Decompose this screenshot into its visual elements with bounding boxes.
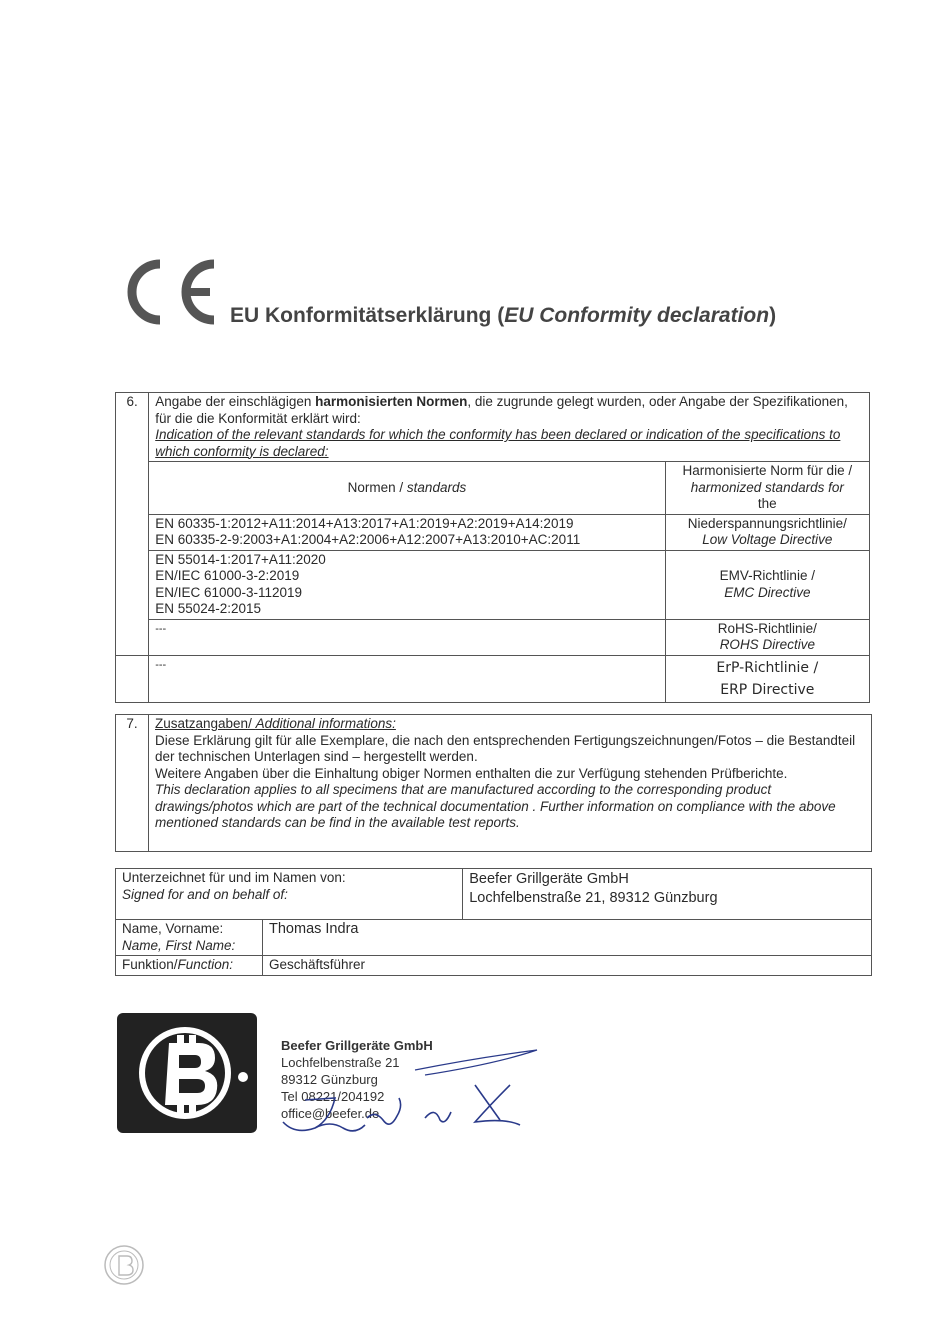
signature-table bbox=[115, 868, 872, 976]
title-close: ) bbox=[769, 304, 777, 327]
directive-rohs: RoHS-Richtlinie/ ROHS Directive bbox=[665, 619, 869, 655]
standards-cell-emc: EN 55014-1:2017+A11:2020 EN/IEC 61000-3-2:2019 EN/IEC 61000-3-112019 EN 55024-2:2015 bbox=[149, 550, 665, 619]
beefer-footer-logo-icon bbox=[103, 1244, 145, 1286]
signed-for-label: Unterzeichnet für und im Namen von: Signed for and on behalf of: bbox=[116, 869, 463, 920]
title-de: EU Konformitätserklärung ( bbox=[230, 304, 505, 327]
header-standards: Normen / standards bbox=[149, 462, 665, 515]
section6-intro-en: Indication of the relevant standards for which the conformity has been declared or indication of the specifications to which conformity is declared: bbox=[155, 427, 841, 459]
section7-heading: Zusatzangaben/ Additional informations: bbox=[155, 716, 396, 731]
company-info: Beefer Grillgeräte GmbH Lochfelbenstraße 21, 89312 Günzburg bbox=[463, 869, 872, 920]
name-label: Name, Vorname: Name, First Name: bbox=[116, 920, 263, 956]
name-value: Thomas Indra bbox=[263, 920, 872, 956]
additional-info-table bbox=[115, 714, 872, 852]
title-en: EU Conformity declaration bbox=[504, 304, 770, 327]
company-stamp: Beefer Grillgeräte GmbH Lochfelbenstraße 21 89312 Günzburg Tel 08221/204192 office@beefer.de bbox=[281, 1038, 433, 1121]
section7-content: Zusatzangaben/ Additional informations: Diese Erklärung gilt für alle Exemplare, die nach den entsprechenden Fertigungszeichnungen/Fotos – die Bestandteil der technischen Unterlagen sind – hergestellt werden. Weitere Angaben über die Einhaltung obiger Normen enthalten die zur Verfügung stehenden Prüfberichte. This declaration applies to all specimens that are manufactured according to the corresponding product drawings/photos which are part of the technical documentation . Further information on compliance with the above mentioned standards can be find in the available test reports. bbox=[149, 715, 872, 852]
standards-cell-rohs: --- bbox=[149, 619, 665, 655]
standards-cell-lvd: EN 60335-1:2012+A11:2014+A13:2017+A1:2019+A2:2019+A14:2019 EN 60335-2-9:2003+A1:2004+A2:2006+A12:2007+A13:2010+AC:2011 bbox=[149, 514, 665, 550]
handwritten-signature bbox=[275, 1040, 545, 1150]
section6-intro: Angabe der einschlägigen harmonisierten Normen, die zugrunde gelegt wurden, oder Angabe der Spezifikationen, für die die Konformität erklärt wird: Indication of the relevant standards for which the conformity has been declared or indication of the specifications to which conformity is declared: bbox=[149, 393, 870, 462]
ce-mark-icon bbox=[120, 258, 220, 326]
beefer-logo-icon bbox=[117, 1013, 257, 1133]
directive-lvd: Niederspannungsrichtlinie/ Low Voltage Directive bbox=[665, 514, 869, 550]
section-number: 7. bbox=[116, 715, 149, 852]
page-title bbox=[230, 304, 776, 328]
function-value: Geschäftsführer bbox=[263, 956, 872, 976]
standards-table bbox=[115, 392, 870, 703]
header-harmonized: Harmonisierte Norm für die / harmonized standards for the bbox=[665, 462, 869, 515]
directive-emc: EMV-Richtlinie / EMC Directive bbox=[665, 550, 869, 619]
section-number: 6. bbox=[116, 393, 149, 656]
directive-erp: ErP-Richtlinie / ERP Directive bbox=[665, 655, 869, 702]
function-label: Funktion/Function: bbox=[116, 956, 263, 976]
standards-cell-erp: --- bbox=[149, 655, 665, 702]
